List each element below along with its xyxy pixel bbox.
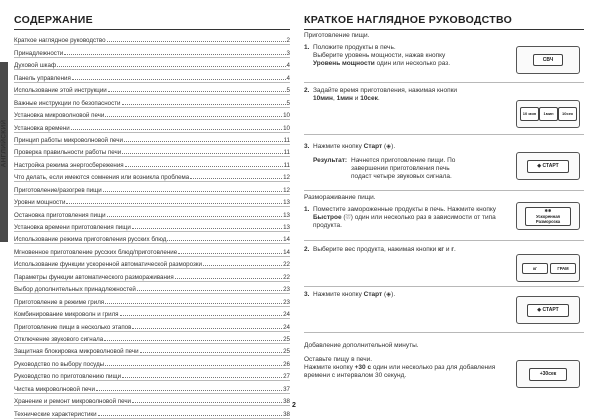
toc-title: СОДЕРЖАНИЕ bbox=[14, 14, 93, 26]
toc-leader-dots bbox=[57, 66, 285, 67]
toc-leader-dots bbox=[124, 141, 283, 142]
cook-result bbox=[313, 157, 471, 181]
step-text: (◈). bbox=[382, 291, 396, 298]
step-text: (◈). bbox=[382, 143, 396, 150]
result-text: Начнется приготовление пищи. По завершении приготовления печь подаст четыре звуковых сигнала. bbox=[351, 157, 456, 180]
step-text: Поместите замороженные продукты в печь. Нажмите кнопку bbox=[313, 206, 497, 213]
toc-leader-dots bbox=[98, 415, 283, 416]
toc-entry[interactable] bbox=[14, 220, 290, 232]
toc-entry-title: Уровни мощности bbox=[14, 199, 66, 207]
toc-leader-dots bbox=[175, 278, 282, 279]
toc-entry-title: Отключение звукового сигнала bbox=[14, 335, 104, 343]
toc-entry-page: 13 bbox=[283, 199, 290, 207]
toc-entry-title: Проверка правильности работы печи bbox=[14, 149, 122, 157]
toc-entry-page: 13 bbox=[283, 224, 290, 231]
one-min-label: 1мин bbox=[336, 95, 353, 103]
toc-entry-page: 11 bbox=[283, 136, 290, 144]
toc-leader-dots bbox=[103, 191, 282, 192]
ten-sec-button[interactable]: 10сек bbox=[558, 107, 577, 121]
toc-title-rule bbox=[14, 29, 290, 30]
toc-entry-title: Духовой шкаф bbox=[14, 62, 57, 70]
separator bbox=[304, 190, 584, 191]
toc-entry-title: Панель управления bbox=[14, 74, 71, 82]
add-time-heading: Добавление дополнительной минуты. bbox=[304, 342, 419, 349]
toc-entry-title: Мгновенное приготовление русских блюд/приготовление bbox=[14, 248, 178, 256]
toc-entry-page: 25 bbox=[283, 335, 290, 343]
toc-entry-page: 12 bbox=[283, 186, 290, 194]
toc-entry[interactable] bbox=[14, 232, 290, 244]
toc-entry[interactable] bbox=[14, 282, 290, 294]
start-label: Старт bbox=[363, 291, 383, 298]
toc-entry-title: Краткое наглядное руководство bbox=[14, 37, 106, 45]
toc-leader-dots bbox=[122, 377, 282, 378]
step-text: Задайте время приготовления, нажимая кнопки bbox=[313, 87, 458, 94]
toc-entry-title: Установка микроволновой печи bbox=[14, 112, 105, 120]
toc-entry[interactable] bbox=[14, 207, 290, 219]
toc-entry-title: Приготовление/разогрев пищи bbox=[14, 186, 102, 194]
toc-entry-title: Руководство по приготовлению пищи bbox=[14, 373, 122, 381]
step-text: Оставьте пищу в печи. bbox=[304, 356, 373, 363]
toc-leader-dots bbox=[64, 54, 285, 55]
toc-entry[interactable] bbox=[14, 244, 290, 256]
power-button-panel bbox=[516, 46, 580, 74]
toc-entry[interactable] bbox=[14, 157, 290, 169]
separator bbox=[304, 134, 584, 135]
toc-leader-dots bbox=[107, 216, 282, 217]
toc-entry-page: 14 bbox=[283, 248, 290, 256]
toc-leader-dots bbox=[203, 265, 282, 266]
toc-entry-title: Выбор дополнительных принадлежностей bbox=[14, 286, 136, 294]
toc-entry-page: 3 bbox=[286, 49, 290, 57]
toc-leader-dots bbox=[120, 315, 283, 316]
step-text: Выберите вес продукта, нажимая кнопки bbox=[313, 246, 439, 253]
toc-leader-dots bbox=[137, 290, 282, 291]
result-label: Результат: bbox=[313, 157, 348, 164]
toc-entry-page: 22 bbox=[283, 261, 290, 269]
toc-entry-title: Использование этой инструкции bbox=[14, 87, 107, 95]
defrost-step-2 bbox=[304, 246, 503, 254]
start-button[interactable]: ◈ СТАРТ bbox=[527, 304, 569, 317]
separator bbox=[304, 240, 584, 241]
toc-entry-title: Комбинирование микроволн и гриля bbox=[14, 311, 119, 319]
gram-label: г bbox=[451, 246, 454, 253]
toc-entry-title: Использование функции ускоренной автоматической разморозки bbox=[14, 261, 202, 269]
defrost-heading: Размораживание пищи. bbox=[304, 194, 376, 201]
step-text: Нажмите кнопку bbox=[313, 291, 364, 298]
step-number: 1. bbox=[304, 206, 310, 213]
toc-entry-page: 24 bbox=[283, 323, 290, 331]
step-text: Нажмите кнопку bbox=[313, 143, 364, 150]
defrost-button-panel bbox=[516, 202, 580, 230]
toc-entry-title: Чистка микроволновой печи bbox=[14, 385, 95, 393]
quick-guide bbox=[304, 14, 584, 410]
defrost-button-label: Разморозка bbox=[535, 219, 561, 224]
toc-entry-page: 22 bbox=[283, 273, 290, 281]
toc-entry-page: 25 bbox=[283, 348, 290, 356]
power-level-button[interactable]: СВЧ bbox=[533, 54, 563, 66]
toc-entry-title: Технические характеристики bbox=[14, 410, 97, 418]
kg-label: кг bbox=[438, 246, 445, 253]
start-button-panel bbox=[516, 296, 580, 324]
toc-leader-dots bbox=[104, 340, 282, 341]
start-button[interactable]: ◈ СТАРТ bbox=[527, 160, 569, 173]
toc-leader-dots bbox=[167, 240, 282, 241]
defrost-step-3 bbox=[304, 291, 503, 299]
toc-entry-page: 26 bbox=[283, 360, 290, 368]
toc-entry[interactable] bbox=[14, 133, 290, 145]
toc-entry-title: Приготовление пищи в несколько этапов bbox=[14, 323, 132, 331]
table-of-contents bbox=[14, 14, 290, 419]
toc-entry-title: Установка времени приготовления пищи bbox=[14, 224, 131, 231]
plus30-button-panel bbox=[516, 360, 580, 388]
power-level-label: Уровень мощности bbox=[313, 60, 375, 68]
toc-entry[interactable] bbox=[14, 307, 290, 319]
toc-entry-title: Параметры функции автоматического размораживания bbox=[14, 273, 174, 281]
toc-entry-page: 24 bbox=[283, 311, 290, 319]
toc-entry[interactable] bbox=[14, 83, 290, 95]
toc-entry[interactable] bbox=[14, 332, 290, 344]
toc-entry-page: 4 bbox=[286, 62, 290, 70]
step-number: 3. bbox=[304, 143, 310, 150]
step-number: 2. bbox=[304, 246, 310, 253]
toc-entry-page: 23 bbox=[283, 298, 290, 306]
toc-leader-dots bbox=[66, 203, 282, 204]
toc-entry[interactable] bbox=[14, 257, 290, 269]
toc-entry-title: Хранение и ремонт микроволновой печи bbox=[14, 398, 132, 406]
toc-leader-dots bbox=[107, 41, 286, 42]
toc-entry-title: Принадлежности bbox=[14, 49, 64, 57]
ten-min-label: 10мин bbox=[313, 95, 333, 103]
quick-defrost-label: Быстрое bbox=[313, 214, 342, 222]
toc-entry-page: 5 bbox=[286, 99, 290, 107]
one-min-button[interactable]: 1мин bbox=[539, 107, 558, 121]
snowflake-icon: ❄❄ bbox=[544, 208, 552, 213]
kg-button[interactable]: кг bbox=[522, 263, 548, 274]
toc-entry[interactable] bbox=[14, 120, 290, 132]
toc-entry-page: 2 bbox=[286, 37, 290, 45]
toc-entry-title: Приготовление в режиме гриля bbox=[14, 298, 105, 306]
toc-entry-page: 5 bbox=[286, 87, 290, 95]
toc-leader-dots bbox=[125, 166, 283, 167]
toc-entry-page: 38 bbox=[283, 410, 290, 418]
toc-entry[interactable] bbox=[14, 182, 290, 194]
toc-entry-title: Важные инструкции по безопасности bbox=[14, 99, 121, 107]
toc-entry-page: 11 bbox=[283, 161, 290, 169]
toc-entry-page: 23 bbox=[283, 286, 290, 294]
toc-entry-page: 4 bbox=[286, 74, 290, 82]
toc-entry[interactable] bbox=[14, 108, 290, 120]
cook-step-1 bbox=[304, 44, 503, 69]
toc-entry[interactable] bbox=[14, 294, 290, 306]
toc-entry-page: 13 bbox=[283, 211, 290, 219]
toc-entry[interactable] bbox=[14, 145, 290, 157]
toc-entry[interactable] bbox=[14, 195, 290, 207]
step-text: и bbox=[352, 95, 361, 103]
plus30-button[interactable]: +30сек bbox=[529, 368, 567, 381]
toc-leader-dots bbox=[72, 79, 286, 80]
step-text: . bbox=[377, 95, 380, 103]
cook-step-3 bbox=[304, 143, 503, 151]
toc-entry[interactable] bbox=[14, 58, 290, 70]
toc-entry[interactable] bbox=[14, 95, 290, 107]
toc-entry-page: 12 bbox=[283, 174, 290, 182]
toc-leader-dots bbox=[108, 91, 286, 92]
toc-leader-dots bbox=[96, 390, 282, 391]
page-number: 2 bbox=[292, 402, 296, 409]
toc-entry[interactable] bbox=[14, 269, 290, 281]
toc-entry[interactable] bbox=[14, 33, 290, 45]
step-text: Положите продукты в печь. bbox=[313, 44, 396, 51]
toc-entry-page: 11 bbox=[283, 149, 290, 157]
toc-entry-title: Руководство по выбору посуды bbox=[14, 360, 105, 368]
weight-buttons-panel bbox=[516, 254, 580, 282]
toc-entry[interactable] bbox=[14, 45, 290, 57]
separator bbox=[304, 286, 584, 287]
defrost-step-1 bbox=[304, 206, 503, 231]
toc-leader-dots bbox=[71, 129, 282, 130]
toc-entry[interactable] bbox=[14, 394, 290, 406]
toc-entry-page: 27 bbox=[283, 373, 290, 381]
step-text: (⛆) один или несколько раз в зависимости от типа продукта. bbox=[313, 214, 496, 230]
toc-entry-page: 38 bbox=[283, 398, 290, 406]
toc-entry-title: Использование режима приготовления русских блюд bbox=[14, 236, 167, 244]
separator bbox=[304, 82, 584, 83]
toc-list bbox=[14, 33, 290, 419]
guide-title: КРАТКОЕ НАГЛЯДНОЕ РУКОВОДСТВО bbox=[304, 14, 513, 26]
time-buttons-panel bbox=[516, 100, 580, 128]
step-text: один или несколько раз. bbox=[374, 60, 451, 68]
toc-leader-dots bbox=[140, 352, 283, 353]
separator bbox=[304, 332, 584, 333]
toc-entry[interactable] bbox=[14, 369, 290, 381]
toc-leader-dots bbox=[122, 104, 286, 105]
toc-entry-title: Настройка режима энергосбережения bbox=[14, 161, 124, 169]
cooking-heading: Приготовление пищи. bbox=[304, 32, 370, 39]
defrost-button-label: Ускоренная bbox=[536, 213, 560, 219]
toc-entry-title: Что делать, если имеются сомнения или возникла проблема bbox=[14, 174, 190, 182]
toc-leader-dots bbox=[178, 253, 282, 254]
toc-entry[interactable] bbox=[14, 70, 290, 82]
toc-entry-page: 37 bbox=[283, 385, 290, 393]
start-button-panel bbox=[516, 152, 580, 180]
step-number: 1. bbox=[304, 44, 310, 51]
step-number: 3. bbox=[304, 291, 310, 298]
toc-leader-dots bbox=[122, 153, 282, 154]
toc-entry-title: Защитная блокировка микроволновой печи bbox=[14, 348, 139, 356]
language-tab-label: АНГЛИЙСКИЙ bbox=[0, 119, 8, 168]
ten-sec-label: 10сек bbox=[360, 95, 378, 103]
step-text: . bbox=[453, 246, 456, 253]
toc-entry[interactable] bbox=[14, 344, 290, 356]
toc-entry[interactable] bbox=[14, 356, 290, 368]
toc-leader-dots bbox=[132, 328, 282, 329]
step-text: один или несколько раз для добавления времени с интервалом 30 секунд. bbox=[304, 364, 496, 380]
cook-step-2 bbox=[304, 87, 503, 103]
toc-leader-dots bbox=[132, 228, 282, 229]
toc-leader-dots bbox=[105, 303, 282, 304]
toc-entry-title: Остановка приготовления пищи bbox=[14, 211, 106, 219]
toc-entry[interactable] bbox=[14, 170, 290, 182]
plus30-label: +30 с bbox=[354, 364, 372, 372]
step-number: 2. bbox=[304, 87, 310, 94]
step-text: Выберите уровень мощности, нажав кнопку bbox=[313, 52, 446, 60]
toc-entry[interactable] bbox=[14, 319, 290, 331]
ten-min-button[interactable]: 10 мин bbox=[520, 107, 539, 121]
toc-entry[interactable] bbox=[14, 406, 290, 418]
toc-entry[interactable] bbox=[14, 381, 290, 393]
toc-leader-dots bbox=[105, 365, 282, 366]
step-text: Нажмите кнопку bbox=[304, 364, 355, 372]
toc-entry-title: Принцип работы микроволновой печи bbox=[14, 136, 123, 144]
toc-leader-dots bbox=[105, 116, 282, 117]
start-label: Старт bbox=[363, 143, 383, 150]
add-time-text bbox=[304, 356, 504, 381]
toc-entry-page: 10 bbox=[283, 124, 290, 132]
toc-entry-title: Установка времени bbox=[14, 124, 70, 132]
step-text: , bbox=[332, 95, 337, 103]
gram-button[interactable]: ГРАМ bbox=[550, 263, 576, 274]
toc-entry-page: 10 bbox=[283, 112, 290, 120]
quick-defrost-button[interactable] bbox=[525, 207, 571, 226]
toc-entry-page: 14 bbox=[283, 236, 290, 244]
toc-leader-dots bbox=[190, 178, 282, 179]
toc-leader-dots bbox=[132, 402, 282, 403]
step-text: и bbox=[444, 246, 452, 253]
